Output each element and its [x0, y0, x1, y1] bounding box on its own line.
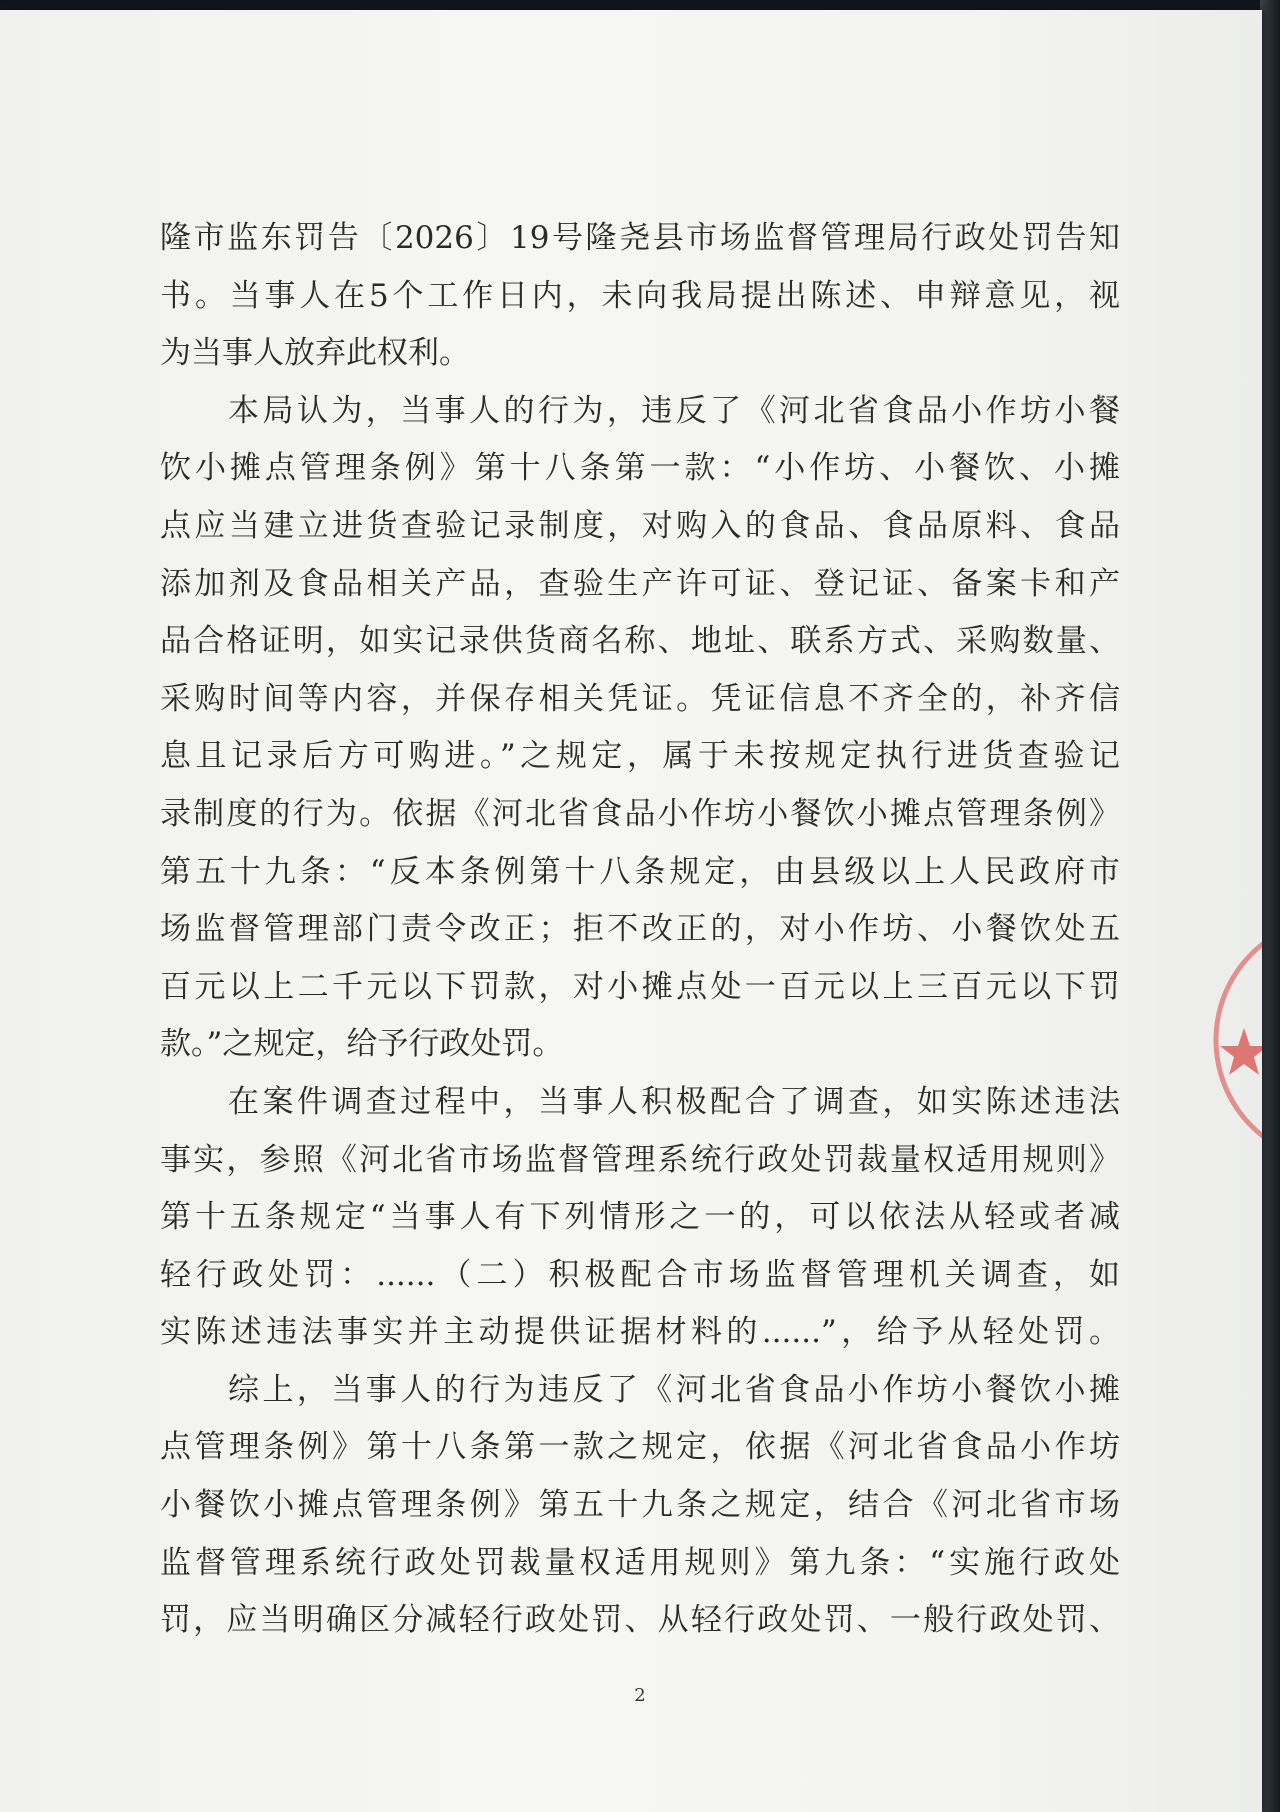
text-line: 场监督管理部门责令改正；拒不改正的，对小作坊、小餐饮处五: [160, 911, 1120, 948]
text-line: 轻行政处罚：......（二）积极配合市场监督管理机关调查，如: [160, 1256, 1120, 1293]
text-line: 小餐饮小摊点管理条例》第五十九条之规定，结合《河北省市场: [160, 1487, 1120, 1524]
official-seal-partial: [1198, 900, 1262, 1180]
text-line: 款。”之规定，给予行政处罚。: [160, 1026, 564, 1063]
document-body: [160, 210, 1120, 1650]
text-line: 监督管理系统行政处罚裁量权适用规则》第九条：“实施行政处: [160, 1544, 1120, 1581]
text-line: 采购时间等内容，并保存相关凭证。凭证信息不齐全的，补齐信: [160, 680, 1120, 717]
text-line: 在案件调查过程中，当事人积极配合了调查，如实陈述违法: [228, 1083, 1120, 1120]
text-line: 为当事人放弃此权利。: [160, 335, 470, 372]
text-line: 书。当事人在5个工作日内，未向我局提出陈述、申辩意见，视: [160, 277, 1120, 314]
text-line: 点管理条例》第十八条第一款之规定，依据《河北省食品小作坊: [160, 1429, 1120, 1466]
text-line: 第十五条规定“当事人有下列情形之一的，可以依法从轻或者减: [160, 1199, 1120, 1236]
text-line: 点应当建立进货查验记录制度，对购入的食品、食品原料、食品: [160, 507, 1120, 544]
text-line: 罚，应当明确区分减轻行政处罚、从轻行政处罚、一般行政处罚、: [160, 1602, 1120, 1639]
text-line: 息且记录后方可购进。”之规定，属于未按规定执行进货查验记: [160, 738, 1120, 775]
text-line: 本局认为，当事人的行为，违反了《河北省食品小作坊小餐: [228, 392, 1120, 429]
text-line: 隆市监东罚告〔2026〕19号隆尧县市场监督管理局行政处罚告知: [160, 220, 1120, 256]
text-line: 添加剂及食品相关产品，查验生产许可证、登记证、备案卡和产: [160, 565, 1120, 602]
text-line: 录制度的行为。依据《河北省食品小作坊小餐饮小摊点管理条例》: [160, 795, 1120, 832]
seal-stamp-icon: [1198, 900, 1262, 1180]
background-right: [1260, 0, 1280, 1812]
text-line: 实陈述违法事实并主动提供证据材料的......”，给予从轻处罚。: [160, 1314, 1120, 1351]
text-line: 饮小摊点管理条例》第十八条第一款：“小作坊、小餐饮、小摊: [160, 450, 1120, 487]
text-line: 品合格证明，如实记录供货商名称、地址、联系方式、采购数量、: [160, 623, 1120, 660]
text-line: 第五十九条：“反本条例第十八条规定，由县级以上人民政府市: [160, 853, 1120, 890]
page-number: 2: [634, 1685, 646, 1706]
text-line: 事实，参照《河北省市场监督管理系统行政处罚裁量权适用规则》: [160, 1141, 1120, 1178]
text-line: 综上，当事人的行为违反了《河北省食品小作坊小餐饮小摊: [228, 1371, 1120, 1408]
text-line: 百元以上二千元以下罚款，对小摊点处一百元以上三百元以下罚: [160, 968, 1120, 1005]
